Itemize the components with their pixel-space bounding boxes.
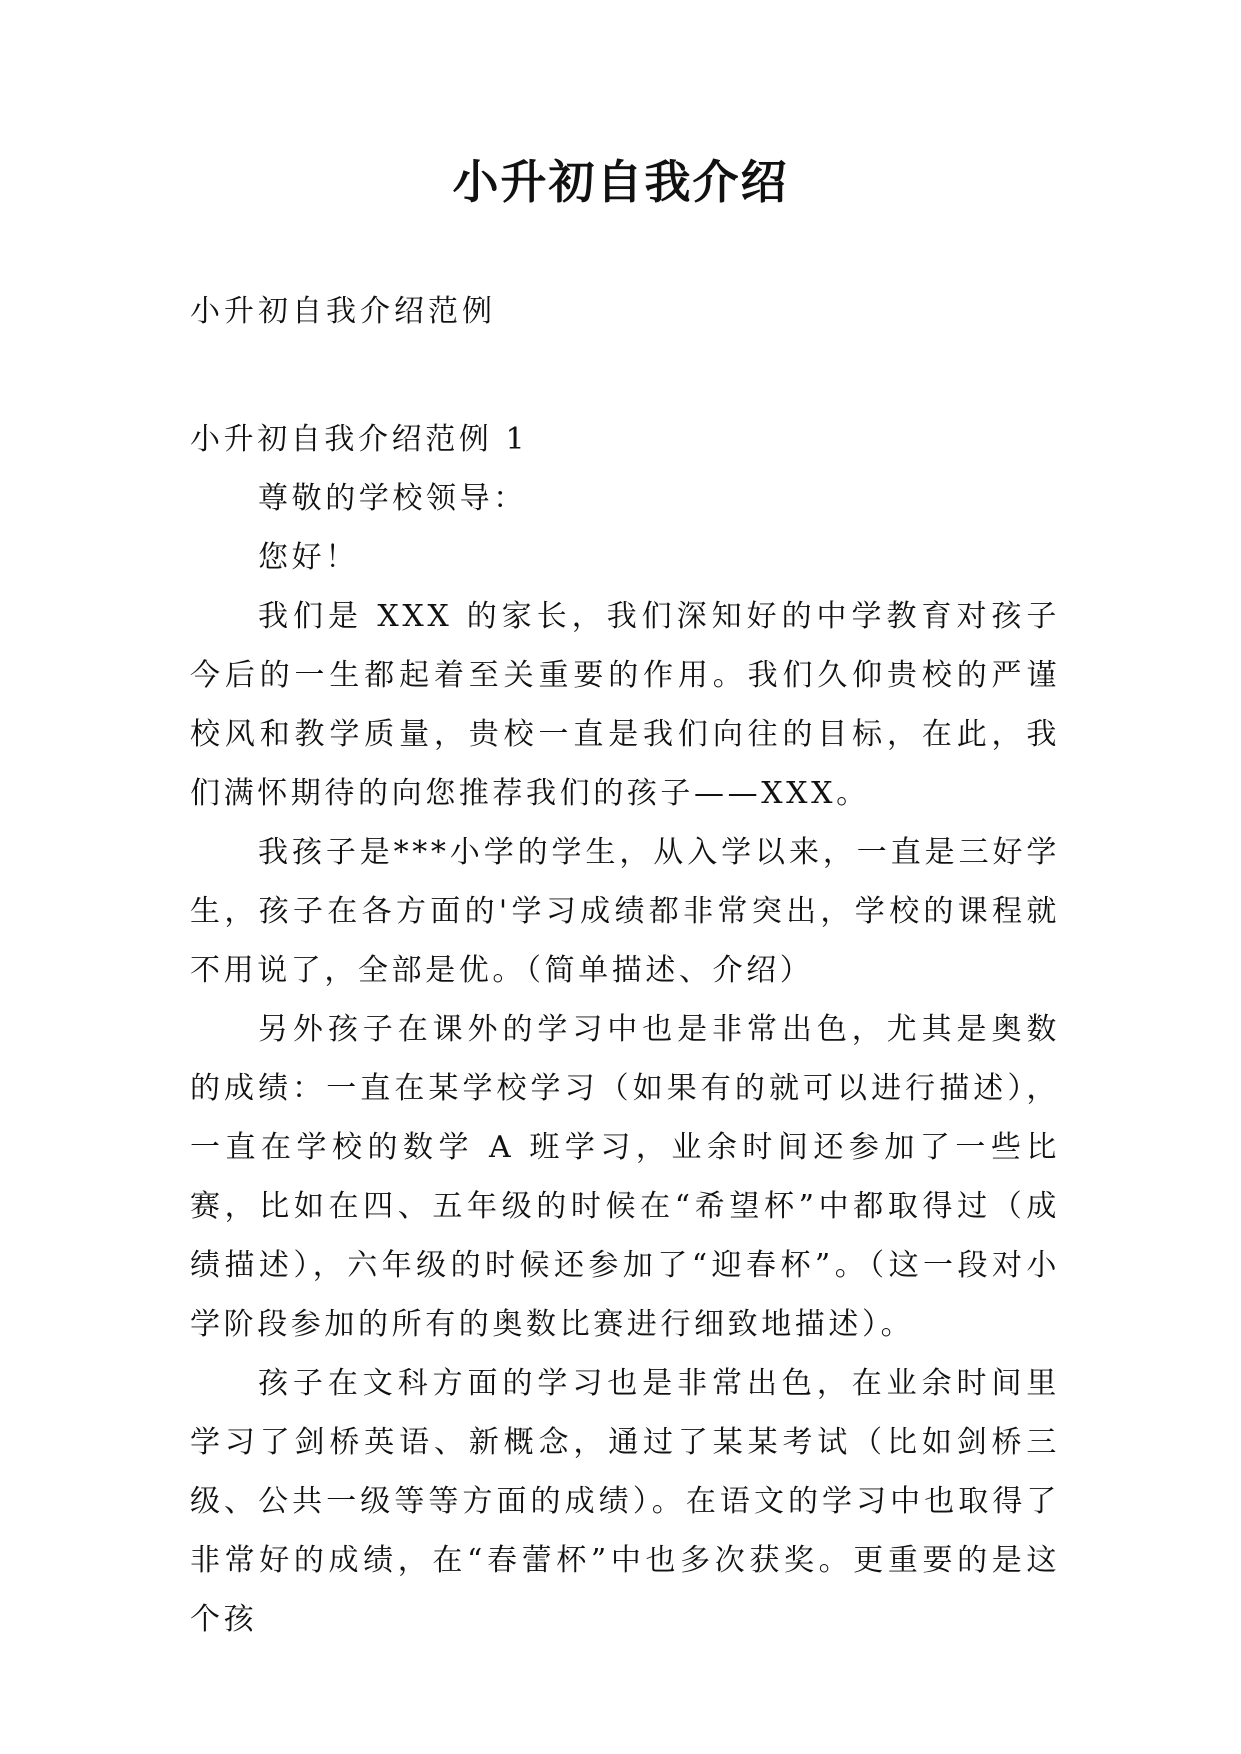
salutation: 尊敬的学校领导： <box>258 481 527 516</box>
section-heading: 小升初自我介绍范例 1 <box>190 422 529 457</box>
paragraph-school: 我孩子是***小学的学生，从入学以来，一直是三好学生，孩子在各方面的'学习成绩都非常突出，学校的课程就不用说了，全部是优。（简单描述、介绍） <box>190 835 1060 988</box>
greeting: 您好！ <box>258 540 359 575</box>
document-subtitle: 小升初自我介绍范例 <box>190 294 496 329</box>
paragraph-language: 孩子在文科方面的学习也是非常出色，在业余时间里学习了剑桥英语、新概念，通过了某某考试（比如剑桥三级、公共一级等等方面的成绩）。在语文的学习中也取得了非常好的成绩，在“春蕾杯”中也多次获奖。更重要的是这个孩 <box>190 1366 1060 1637</box>
document-title: 小升初自我介绍 <box>452 155 789 209</box>
document-body <box>190 410 1060 1649</box>
paragraph-math: 另外孩子在课外的学习中也是非常出色，尤其是奥数的成绩：一直在某学校学习（如果有的就可以进行描述），一直在学校的数学 A 班学习，业余时间还参加了一些比赛，比如在四、五年级的时候在“希望杯”中都取得过（成绩描述），六年级的时候还参加了“迎春杯”。（这一段对小学阶段参加的所有的奥数比赛进行细致地描述）。 <box>190 1012 1060 1342</box>
paragraph-intro: 我们是 XXX 的家长，我们深知好的中学教育对孩子今后的一生都起着至关重要的作用。我们久仰贵校的严谨校风和教学质量，贵校一直是我们向往的目标，在此，我们满怀期待的向您推荐我们的孩子——XXX。 <box>190 599 1060 811</box>
